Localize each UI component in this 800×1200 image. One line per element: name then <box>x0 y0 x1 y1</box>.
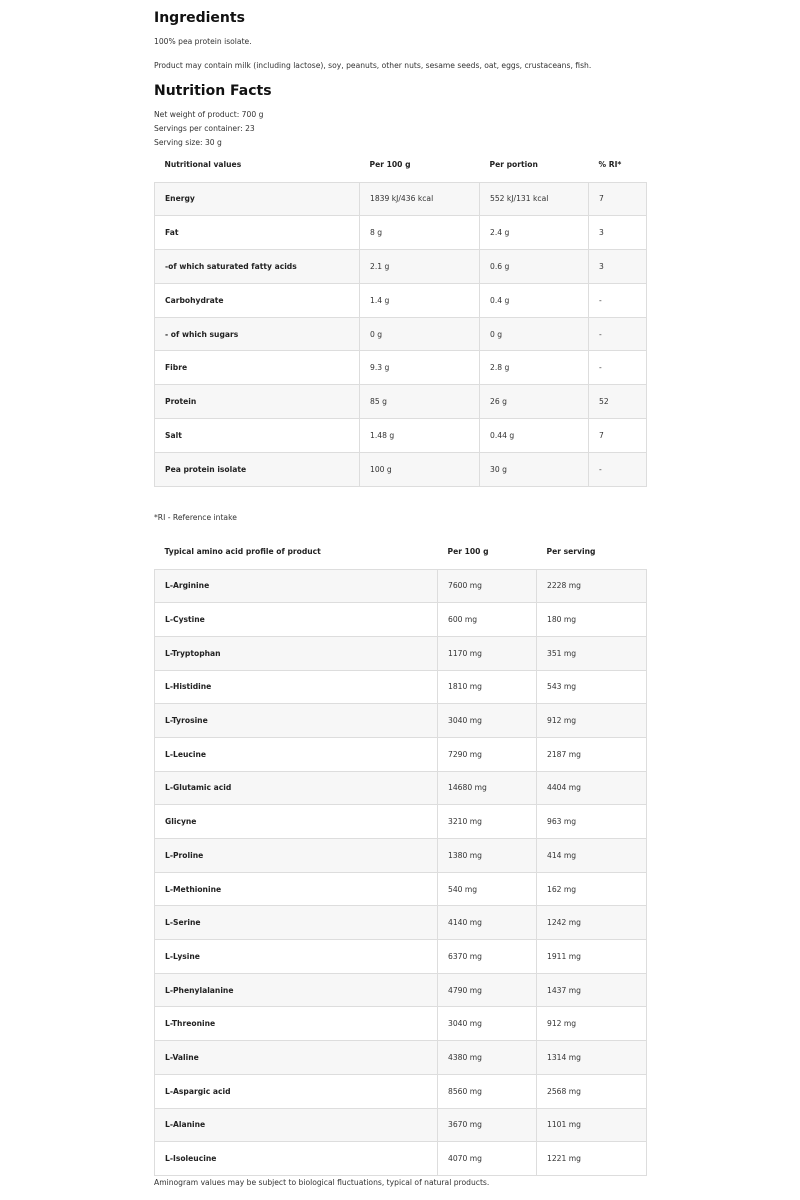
row-label: L-Serine <box>155 906 438 940</box>
table-row <box>155 737 647 771</box>
row-label: Protein <box>155 385 360 419</box>
cell-value: 4380 mg <box>438 1041 537 1075</box>
table-row <box>155 1007 647 1041</box>
table-row <box>155 216 647 250</box>
cell-value: 4140 mg <box>438 906 537 940</box>
table-row <box>155 452 647 486</box>
row-label: L-Aspargic acid <box>155 1074 438 1108</box>
table-row <box>155 771 647 805</box>
cell-value: 1810 mg <box>438 670 537 704</box>
cell-value: 6370 mg <box>438 940 537 974</box>
row-label: L-Leucine <box>155 737 438 771</box>
allergen-warning: Product may contain milk (including lactose), soy, peanuts, other nuts, sesame seeds, oat, eggs, crustaceans, fish. <box>154 61 592 70</box>
column-header: Per portion <box>489 160 538 170</box>
cell-value: 2.8 g <box>480 351 589 385</box>
table-row <box>155 182 647 216</box>
row-label: -of which saturated fatty acids <box>155 250 360 284</box>
cell-value: 1.48 g <box>360 419 480 453</box>
reference-intake-note: *RI - Reference intake <box>154 513 237 522</box>
row-label: Fat <box>155 216 360 250</box>
cell-value: 1911 mg <box>537 940 647 974</box>
row-label: L-Proline <box>155 839 438 873</box>
row-label: Energy <box>155 182 360 216</box>
cell-value: 0 g <box>360 317 480 351</box>
cell-value: 543 mg <box>537 670 647 704</box>
cell-value: 1380 mg <box>438 839 537 873</box>
serving-size-text: Serving size: 30 g <box>154 138 222 147</box>
cell-value: 1242 mg <box>537 906 647 940</box>
cell-value: - <box>589 351 647 385</box>
nutrition-table-header <box>155 148 647 182</box>
cell-value: 1314 mg <box>537 1041 647 1075</box>
cell-value: 4790 mg <box>438 973 537 1007</box>
row-label: L-Threonine <box>155 1007 438 1041</box>
table-row <box>155 704 647 738</box>
cell-value: 14680 mg <box>438 771 537 805</box>
table-row <box>155 906 647 940</box>
table-row <box>155 250 647 284</box>
cell-value: 0 g <box>480 317 589 351</box>
cell-value: 1221 mg <box>537 1142 647 1176</box>
row-label: L-Lysine <box>155 940 438 974</box>
row-label: L-Valine <box>155 1041 438 1075</box>
cell-value: - <box>589 317 647 351</box>
ingredients-text: 100% pea protein isolate. <box>154 37 252 46</box>
table-row <box>155 805 647 839</box>
cell-value: 540 mg <box>438 872 537 906</box>
column-header: Per 100 g <box>447 547 489 557</box>
cell-value: 4404 mg <box>537 771 647 805</box>
row-label: L-Isoleucine <box>155 1142 438 1176</box>
cell-value: 7 <box>589 182 647 216</box>
cell-value: 9.3 g <box>360 351 480 385</box>
cell-value: 1.4 g <box>360 283 480 317</box>
cell-value: 7290 mg <box>438 737 537 771</box>
servings-per-container-text: Servings per container: 23 <box>154 124 255 133</box>
cell-value: 2228 mg <box>537 569 647 603</box>
row-label: Fibre <box>155 351 360 385</box>
column-header: % RI* <box>598 160 622 170</box>
table-row <box>155 1108 647 1142</box>
amino-acid-table <box>154 535 647 1176</box>
row-label: - of which sugars <box>155 317 360 351</box>
cell-value: 3210 mg <box>438 805 537 839</box>
cell-value: 4070 mg <box>438 1142 537 1176</box>
cell-value: 1839 kJ/436 kcal <box>360 182 480 216</box>
cell-value: 2.1 g <box>360 250 480 284</box>
cell-value: 26 g <box>480 385 589 419</box>
table-row <box>155 1074 647 1108</box>
cell-value: 912 mg <box>537 704 647 738</box>
cell-value: 2187 mg <box>537 737 647 771</box>
cell-value: 2568 mg <box>537 1074 647 1108</box>
row-label: Carbohydrate <box>155 283 360 317</box>
net-weight-text: Net weight of product: 700 g <box>154 110 264 119</box>
cell-value: 414 mg <box>537 839 647 873</box>
cell-value: 162 mg <box>537 872 647 906</box>
table-row <box>155 1041 647 1075</box>
cell-value: 1101 mg <box>537 1108 647 1142</box>
cell-value: 600 mg <box>438 603 537 637</box>
cell-value: 8560 mg <box>438 1074 537 1108</box>
cell-value: - <box>589 283 647 317</box>
cell-value: 100 g <box>360 452 480 486</box>
table-row <box>155 569 647 603</box>
table-row <box>155 839 647 873</box>
cell-value: 1437 mg <box>537 973 647 1007</box>
cell-value: 7 <box>589 419 647 453</box>
cell-value: 0.44 g <box>480 419 589 453</box>
cell-value: 351 mg <box>537 636 647 670</box>
cell-value: 0.6 g <box>480 250 589 284</box>
cell-value: - <box>589 452 647 486</box>
row-label: L-Histidine <box>155 670 438 704</box>
table-row <box>155 940 647 974</box>
cell-value: 3 <box>589 216 647 250</box>
cell-value: 30 g <box>480 452 589 486</box>
row-label: Pea protein isolate <box>155 452 360 486</box>
aminogram-note: Aminogram values may be subject to biological fluctuations, typical of natural products. <box>154 1178 490 1187</box>
cell-value: 3 <box>589 250 647 284</box>
cell-value: 0.4 g <box>480 283 589 317</box>
amino-table-header <box>155 535 647 569</box>
cell-value: 3670 mg <box>438 1108 537 1142</box>
table-row <box>155 872 647 906</box>
cell-value: 3040 mg <box>438 704 537 738</box>
row-label: Salt <box>155 419 360 453</box>
cell-value: 552 kJ/131 kcal <box>480 182 589 216</box>
nutrition-facts-heading: Nutrition Facts <box>154 83 272 99</box>
cell-value: 963 mg <box>537 805 647 839</box>
cell-value: 3040 mg <box>438 1007 537 1041</box>
column-header: Per 100 g <box>369 160 411 170</box>
cell-value: 52 <box>589 385 647 419</box>
ingredients-heading: Ingredients <box>154 10 245 26</box>
table-row <box>155 385 647 419</box>
cell-value: 1170 mg <box>438 636 537 670</box>
table-row <box>155 973 647 1007</box>
row-label: L-Arginine <box>155 569 438 603</box>
row-label: L-Alanine <box>155 1108 438 1142</box>
row-label: Glicyne <box>155 805 438 839</box>
row-label: L-Phenylalanine <box>155 973 438 1007</box>
column-header: Per serving <box>546 547 596 557</box>
cell-value: 2.4 g <box>480 216 589 250</box>
nutrition-table <box>154 148 647 487</box>
table-row <box>155 419 647 453</box>
table-row <box>155 317 647 351</box>
cell-value: 912 mg <box>537 1007 647 1041</box>
table-row <box>155 603 647 637</box>
table-row <box>155 283 647 317</box>
table-row <box>155 351 647 385</box>
row-label: L-Tyrosine <box>155 704 438 738</box>
cell-value: 7600 mg <box>438 569 537 603</box>
table-row <box>155 1142 647 1176</box>
table-row <box>155 636 647 670</box>
cell-value: 180 mg <box>537 603 647 637</box>
row-label: L-Methionine <box>155 872 438 906</box>
cell-value: 8 g <box>360 216 480 250</box>
column-header: Nutritional values <box>164 160 242 170</box>
cell-value: 85 g <box>360 385 480 419</box>
row-label: L-Tryptophan <box>155 636 438 670</box>
table-row <box>155 670 647 704</box>
row-label: L-Cystine <box>155 603 438 637</box>
row-label: L-Glutamic acid <box>155 771 438 805</box>
column-header: Typical amino acid profile of product <box>164 547 321 557</box>
